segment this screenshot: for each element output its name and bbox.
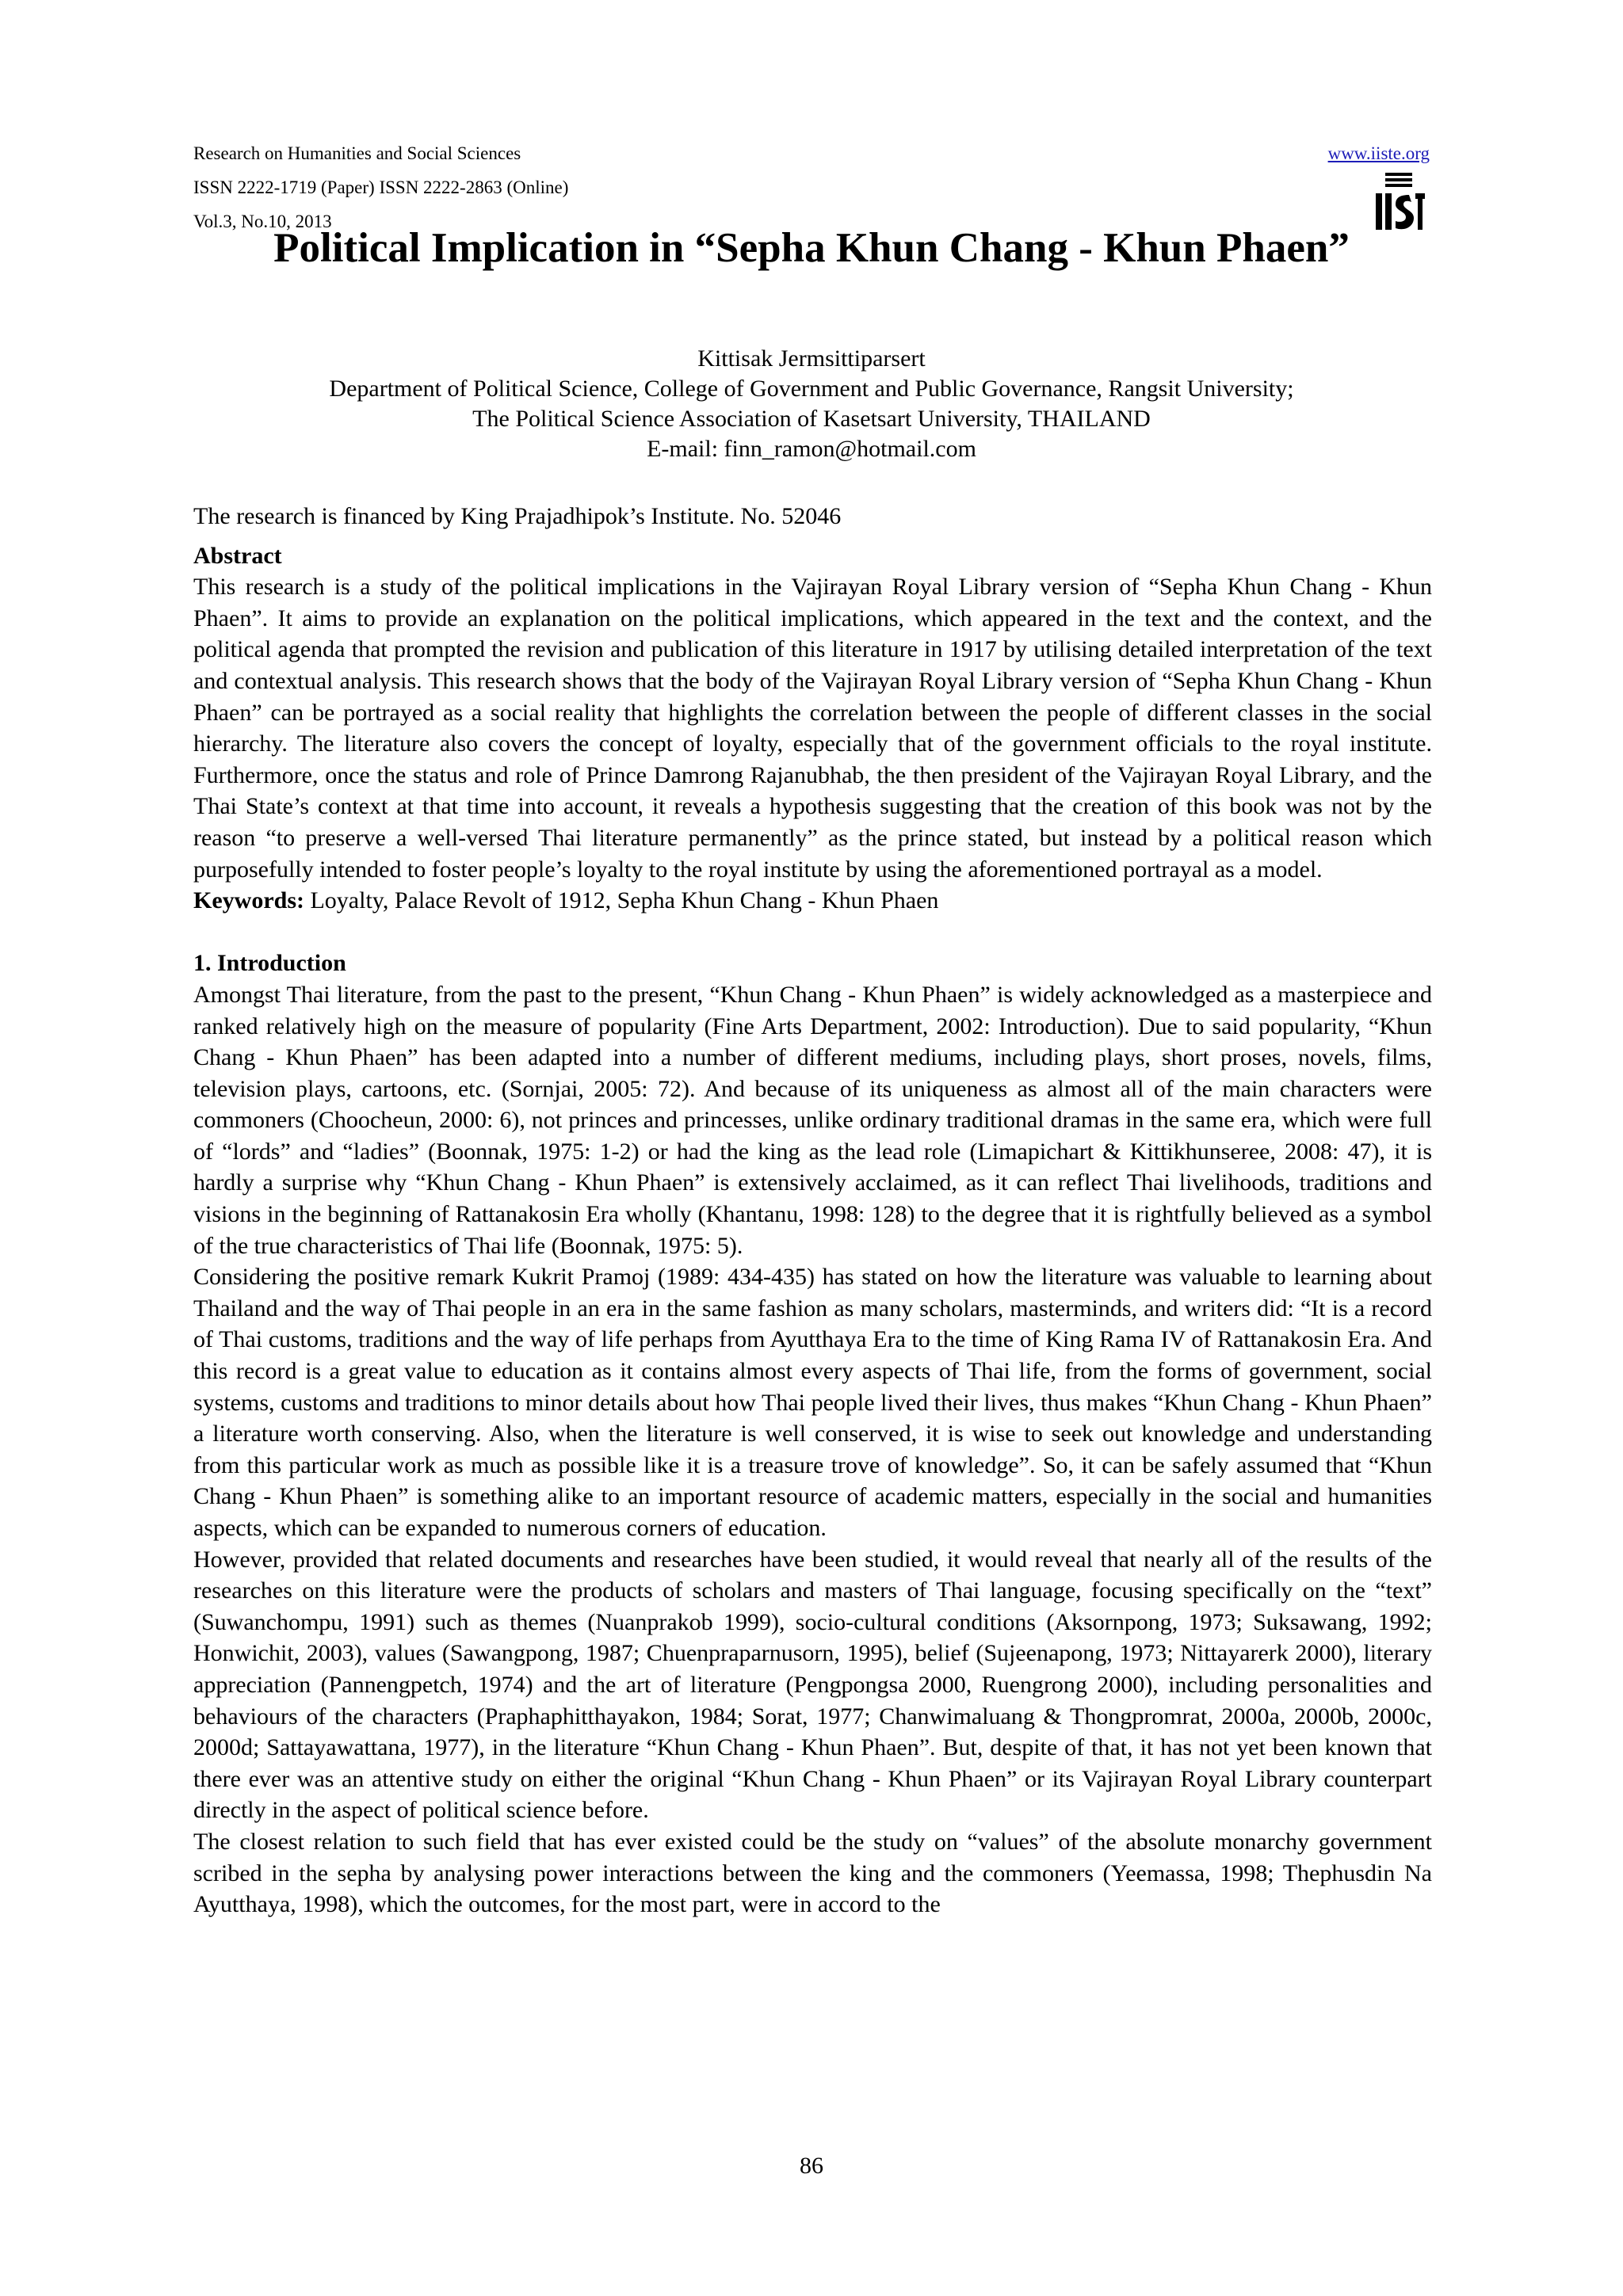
author-name: Kittisak Jermsittiparsert [697, 345, 926, 372]
funding-note: The research is financed by King Prajadhipok’s Institute. No. 52046 [193, 503, 842, 529]
paper-title: Political Implication in “Sepha Khun Chang - Khun Phaen” [273, 225, 1350, 271]
abstract-heading: Abstract [193, 542, 282, 569]
introduction-heading: 1. Introduction [193, 950, 346, 977]
introduction-paragraph-3: However, provided that related documents and researches have been studied, it would reveal that nearly all of the results of the researches on this literature were the products of scholars and masters of Thai language, focusing specifically on the “text” (Suwanchompu, 1991) such as themes (Nuanprakob 1999), socio-cultural conditions (Aksornpong, 1973; Suksawang, 1992; Honwichit, 2003), values (Sawangpong, 1987; Chuenpraparnusorn, 1995), belief (Sujeenapong, 1973; Nittayarerk 2000), literary appreciation (Pannengpetch, 1974) and the art of literature (Pengpongsa 2000, Ruengrong 2000), including personalities and behaviours of the characters (Praphaphitthayakon, 1984; Sorat, 1977; Chanwimaluang & Thongpromrat, 2000a, 2000b, 2000c, 2000d; Sattayawattana, 1977), in the literature “Khun Chang - Khun Phaen”. But, despite of that, it has not yet been known that there ever was an attentive study on either the original “Khun Chang - Khun Phaen” or its Vajirayan Royal Library counterpart directly in the aspect of political science before. [193, 1546, 1432, 1824]
author-email: E-mail: finn_ramon@hotmail.com [647, 436, 976, 462]
keywords-line [193, 885, 1432, 917]
introduction-paragraph-4: The closest relation to such field that has ever existed could be the study on “values” of the absolute monarchy government scribed in the sepha by analysing power interactions between the king and the commoners (Yeemassa, 1998; Thephusdin Na Ayutthaya, 1998), which the outcomes, for the most part, were in accord to the [193, 1828, 1432, 1918]
keywords-label: Keywords: [193, 887, 304, 914]
journal-website-link[interactable]: www.iiste.org [1327, 143, 1430, 163]
journal-name: Research on Humanities and Social Sciences [193, 143, 521, 163]
introduction-paragraph-1: Amongst Thai literature, from the past to the present, “Khun Chang - Khun Phaen” is widely acknowledged as a masterpiece and ranked relatively high on the measure of popularity (Fine Arts Department, 2002: Introduction). Due to said popularity, “Khun Chang - Khun Phaen” has been adapted into a number of different mediums, including plays, short proses, novels, films, television plays, cartoons, etc. (Sornjai, 2005: 72). And because of its uniqueness as almost all of the main characters were commoners (Choocheun, 2000: 6), not princes and princesses, unlike ordinary traditional dramas in the same era, which were full of “lords” and “ladies” (Boonnak, 1975: 1-2) or had the king as the lead role (Limapichart & Kittikhunseree, 2008: 47), it is hardly a surprise why “Khun Chang - Khun Phaen” is extensively acclaimed, as it can reflect Thai livelihoods, traditions and visions in the beginning of Rattanakosin Era wholly (Khantanu, 1998: 128) to the degree that it is rightfully believed as a symbol of the true characteristics of Thai life (Boonnak, 1975: 5). [193, 981, 1432, 1259]
keywords-text: Loyalty, Palace Revolt of 1912, Sepha Khun Chang - Khun Phaen [304, 887, 939, 914]
abstract-text: This research is a study of the political implications in the Vajirayan Royal Library version of “Sepha Khun Chang - Khun Phaen”. It aims to provide an explanation on the political implications, which appeared in the text and the context, and the political agenda that prompted the revision and publication of this literature in 1917 by utilising detailed interpretation of the text and contextual analysis. This research shows that the body of the Vajirayan Royal Library version of “Sepha Khun Chang - Khun Phaen” can be portrayed as a social reality that highlights the correlation between the people of different classes in the social hierarchy. The literature also covers the concept of loyalty, especially that of the government officials to the royal institute. Furthermore, once the status and role of Prince Damrong Rajanubhab, the then president of the Vajirayan Royal Library, and the Thai State’s context at that time into account, it reveals a hypothesis suggesting that the creation of this book was not by the reason “to preserve a well-versed Thai literature permanently” as the prince stated, but instead by a political reason which purposefully intended to foster people’s loyalty to the royal institute by using the aforementioned portrayal as a model. [193, 574, 1432, 883]
volume-line: Vol.3, No.10, 2013 [193, 212, 332, 231]
affiliation-line-2: The Political Science Association of Kasetsart University, THAILAND [472, 406, 1151, 432]
issn-line: ISSN 2222-1719 (Paper) ISSN 2222-2863 (Online) [193, 177, 569, 197]
paper-body [193, 501, 1432, 1920]
introduction-paragraph-2: Considering the positive remark Kukrit Pramoj (1989: 434-435) has stated on how the literature was valuable to learning about Thailand and the way of Thai people in an era in the same fashion as many scholars, masterminds, and writers did: “It is a record of Thai customs, traditions and the way of life perhaps from Ayutthaya Era to the time of King Rama IV of Rattanakosin Era. And this record is a great value to education as it contains almost every aspects of Thai life, from the forms of government, social systems, customs and traditions to minor details about how Thai people lived their lives, thus makes “Khun Chang - Khun Phaen” a literature worth conserving. Also, when the literature is well conserved, it is wise to seek out knowledge and understanding from this particular work as much as possible like it is a treasure trove of knowledge”. So, it can be safely assumed that “Khun Chang - Khun Phaen” is something alike to an important resource of academic matters, especially in the social and humanities aspects, which can be expanded to numerous corners of education. [193, 1264, 1432, 1541]
page-number: 86 [800, 2153, 823, 2179]
affiliation-line-1: Department of Political Science, College of Government and Public Governance, Rangsit University; [329, 376, 1294, 402]
author-block [0, 344, 1623, 464]
